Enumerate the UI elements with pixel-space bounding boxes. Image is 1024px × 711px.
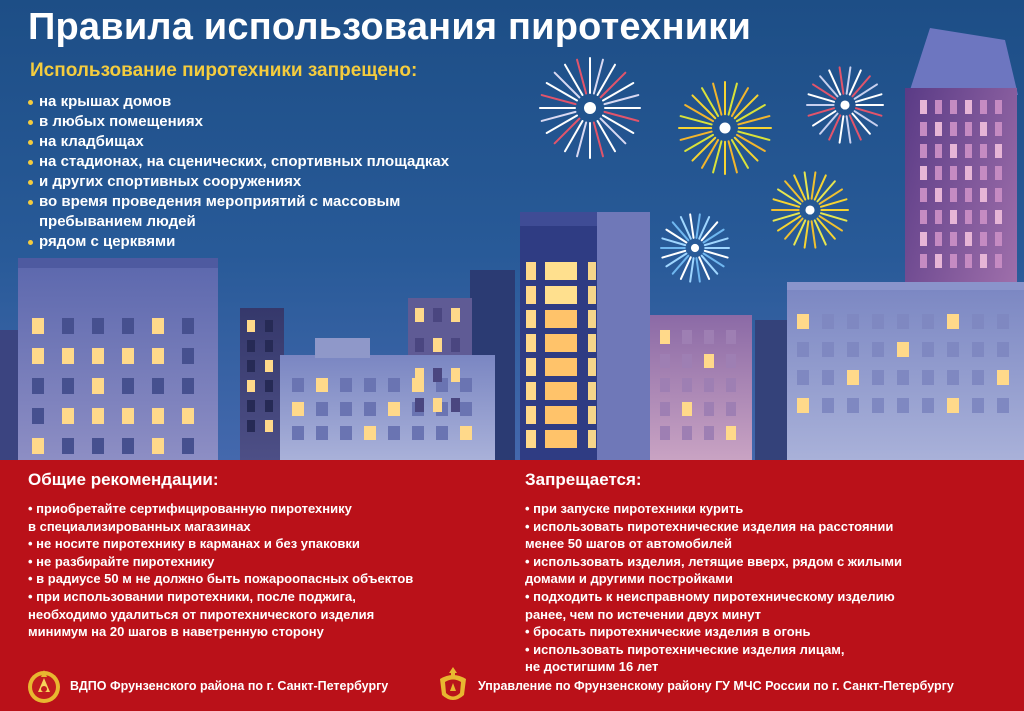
list-item: ранее, чем по истечении двух минут — [525, 606, 762, 622]
window — [415, 398, 424, 412]
window — [316, 426, 328, 440]
window — [995, 122, 1002, 136]
window — [922, 370, 934, 385]
window — [292, 402, 304, 416]
window — [950, 166, 957, 180]
window — [545, 334, 577, 352]
window — [704, 378, 714, 392]
window — [995, 210, 1002, 224]
window — [265, 420, 273, 432]
window — [92, 348, 104, 364]
building-dark — [240, 308, 284, 460]
window — [797, 398, 809, 413]
window — [152, 438, 164, 454]
window — [980, 188, 987, 202]
window — [451, 308, 460, 322]
window — [247, 400, 255, 412]
window — [32, 378, 44, 394]
window — [950, 254, 957, 268]
list-item: • при запуске пиротехники курить — [525, 501, 744, 516]
window — [920, 210, 927, 224]
window — [950, 100, 957, 114]
window — [451, 398, 460, 412]
window — [62, 408, 74, 424]
firework-burst — [540, 58, 640, 158]
window — [152, 378, 164, 394]
window — [995, 254, 1002, 268]
window — [526, 382, 536, 400]
list-item: • приобретайте сертифицированную пиротехнику — [28, 501, 352, 516]
window — [922, 342, 934, 357]
window — [62, 438, 74, 454]
window — [92, 318, 104, 334]
window — [797, 314, 809, 329]
window — [704, 330, 714, 344]
window — [935, 166, 942, 180]
window — [588, 310, 596, 328]
window — [897, 370, 909, 385]
window — [997, 342, 1009, 357]
list-item: в любых помещениях — [28, 112, 548, 132]
window — [526, 286, 536, 304]
window — [433, 398, 442, 412]
window — [972, 314, 984, 329]
window — [897, 398, 909, 413]
window — [980, 122, 987, 136]
window — [947, 398, 959, 413]
window — [388, 378, 400, 392]
window — [62, 318, 74, 334]
list-item: • при использовании пиротехники, после поджига, — [28, 588, 356, 604]
window — [660, 402, 670, 416]
window — [265, 400, 273, 412]
window — [980, 166, 987, 180]
window — [980, 144, 987, 158]
window — [947, 314, 959, 329]
window — [935, 188, 942, 202]
window — [920, 232, 927, 246]
window — [822, 314, 834, 329]
window — [980, 254, 987, 268]
window — [995, 188, 1002, 202]
list-item: на крышах домов — [28, 92, 548, 112]
list-item: необходимо удалиться от пиротехнического изделия — [28, 606, 375, 622]
window — [265, 360, 273, 372]
list-item: • использовать пиротехнические изделия лицам, — [525, 641, 845, 657]
window — [872, 342, 884, 357]
window — [950, 188, 957, 202]
window — [872, 314, 884, 329]
list-item: на стадионах, на сценических, спортивных площадках — [28, 152, 548, 172]
window — [122, 438, 134, 454]
window — [935, 100, 942, 114]
window — [935, 122, 942, 136]
window — [660, 330, 670, 344]
window — [265, 320, 273, 332]
window — [92, 378, 104, 394]
window — [920, 122, 927, 136]
window — [965, 232, 972, 246]
window — [265, 340, 273, 352]
window — [682, 354, 692, 368]
window — [32, 438, 44, 454]
window — [588, 262, 596, 280]
window — [451, 368, 460, 382]
window — [980, 232, 987, 246]
list-item: • не носите пиротехнику в карманах и без упаковки — [28, 536, 360, 552]
window — [682, 330, 692, 344]
list-item: • использовать изделия, летящие вверх, рядом с жилыми — [525, 553, 902, 569]
window — [412, 426, 424, 440]
window — [872, 398, 884, 413]
window — [247, 380, 255, 392]
window — [182, 318, 194, 334]
window — [415, 338, 424, 352]
window — [415, 368, 424, 382]
window — [704, 402, 714, 416]
window — [726, 354, 736, 368]
window — [316, 402, 328, 416]
window — [415, 308, 424, 322]
window — [364, 402, 376, 416]
window — [545, 382, 577, 400]
window — [847, 370, 859, 385]
window — [265, 380, 273, 392]
recommendations-section — [28, 470, 498, 641]
window — [935, 254, 942, 268]
recommendations-heading: Общие рекомендации: — [28, 470, 219, 489]
window — [950, 144, 957, 158]
window — [847, 342, 859, 357]
window — [897, 314, 909, 329]
page-title: Правила использования пиротехники — [28, 6, 752, 48]
window — [726, 402, 736, 416]
forbidden-subtitle: Использование пиротехники запрещено: — [30, 60, 418, 81]
window — [922, 314, 934, 329]
window — [704, 354, 714, 368]
window — [682, 378, 692, 392]
list-item: • не разбирайте пиротехнику — [28, 553, 215, 569]
window — [364, 378, 376, 392]
window — [726, 378, 736, 392]
window — [292, 426, 304, 440]
window — [660, 426, 670, 440]
window — [340, 426, 352, 440]
window — [935, 210, 942, 224]
window — [980, 210, 987, 224]
window — [152, 318, 164, 334]
window — [460, 402, 472, 416]
window — [704, 426, 714, 440]
prohibited-section — [525, 470, 1005, 676]
window — [972, 342, 984, 357]
window — [588, 406, 596, 424]
list-item: • бросать пиротехнические изделия в огонь — [525, 624, 811, 640]
window — [965, 254, 972, 268]
window — [526, 310, 536, 328]
window — [965, 166, 972, 180]
footer-right — [436, 664, 954, 708]
window — [122, 378, 134, 394]
prohibited-heading: Запрещается: — [525, 470, 642, 489]
window — [935, 144, 942, 158]
window — [726, 426, 736, 440]
window — [182, 348, 194, 364]
window — [997, 398, 1009, 413]
window — [92, 438, 104, 454]
list-item: менее 50 шагов от автомобилей — [525, 536, 733, 552]
vdpo-emblem-icon — [26, 666, 62, 706]
window — [588, 334, 596, 352]
window — [920, 144, 927, 158]
recommendations-list — [28, 500, 498, 641]
window — [920, 100, 927, 114]
window — [436, 426, 448, 440]
window — [62, 378, 74, 394]
firework-burst — [679, 82, 771, 174]
window — [935, 232, 942, 246]
window — [997, 314, 1009, 329]
window — [122, 318, 134, 334]
window — [32, 408, 44, 424]
window — [182, 408, 194, 424]
window — [122, 348, 134, 364]
list-item: на кладбищах — [28, 132, 548, 152]
window — [920, 166, 927, 180]
window — [460, 426, 472, 440]
list-item: домами и другими постройками — [525, 571, 733, 587]
window — [995, 232, 1002, 246]
list-item: • подходить к неисправному пиротехническому изделию — [525, 588, 895, 604]
window — [965, 210, 972, 224]
window — [997, 370, 1009, 385]
window — [950, 232, 957, 246]
window — [797, 342, 809, 357]
window — [433, 308, 442, 322]
window — [526, 358, 536, 376]
list-item: • использовать пиротехнические изделия на расстоянии — [525, 518, 894, 534]
window — [62, 348, 74, 364]
window — [965, 122, 972, 136]
window — [247, 360, 255, 372]
window — [340, 378, 352, 392]
window — [122, 408, 134, 424]
window — [947, 342, 959, 357]
window — [995, 144, 1002, 158]
window — [972, 398, 984, 413]
window — [950, 210, 957, 224]
window — [682, 426, 692, 440]
mchs-emblem-icon — [436, 665, 470, 707]
list-item: рядом с церквями — [28, 232, 548, 252]
list-item: не достигшим 16 лет — [525, 659, 659, 675]
list-item: в специализированных магазинах — [28, 518, 251, 534]
prohibited-list — [525, 500, 1005, 676]
window — [545, 430, 577, 448]
window — [182, 378, 194, 394]
window — [965, 188, 972, 202]
window — [340, 402, 352, 416]
window — [897, 342, 909, 357]
window — [822, 398, 834, 413]
window — [922, 398, 934, 413]
window — [972, 370, 984, 385]
window — [847, 314, 859, 329]
window — [980, 100, 987, 114]
window — [152, 348, 164, 364]
window — [797, 370, 809, 385]
window — [460, 378, 472, 392]
list-item: во время проведения мероприятий с массовым пребыванием людей — [28, 192, 469, 232]
window — [526, 430, 536, 448]
window — [182, 438, 194, 454]
window — [388, 402, 400, 416]
window — [247, 340, 255, 352]
list-item: и других спортивных сооружениях — [28, 172, 548, 192]
window — [247, 320, 255, 332]
window — [965, 100, 972, 114]
window — [433, 368, 442, 382]
window — [526, 262, 536, 280]
window — [995, 100, 1002, 114]
window — [32, 318, 44, 334]
window — [92, 408, 104, 424]
window — [545, 406, 577, 424]
footer-left-text: ВДПО Фрунзенского района по г. Санкт-Петербургу — [70, 679, 389, 693]
window — [526, 406, 536, 424]
window — [682, 402, 692, 416]
window — [822, 342, 834, 357]
window — [545, 358, 577, 376]
window — [660, 354, 670, 368]
footer-left — [26, 664, 388, 708]
list-item: • в радиусе 50 м не должно быть пожароопасных объектов — [28, 571, 414, 587]
window — [152, 408, 164, 424]
window — [950, 122, 957, 136]
window — [822, 370, 834, 385]
window — [588, 358, 596, 376]
window — [920, 188, 927, 202]
window — [947, 370, 959, 385]
window — [316, 378, 328, 392]
window — [872, 370, 884, 385]
window — [545, 262, 577, 280]
window — [247, 420, 255, 432]
window — [588, 430, 596, 448]
window — [364, 426, 376, 440]
window — [660, 378, 670, 392]
window — [388, 426, 400, 440]
window — [545, 310, 577, 328]
window — [451, 338, 460, 352]
window — [588, 382, 596, 400]
window — [433, 338, 442, 352]
window — [726, 330, 736, 344]
forbidden-places-list — [28, 92, 548, 252]
footer-right-text: Управление по Фрунзенскому району ГУ МЧС России по г. Санкт-Петербургу — [478, 679, 954, 693]
building-low-wide — [280, 338, 495, 460]
window — [847, 398, 859, 413]
window — [545, 286, 577, 304]
window — [588, 286, 596, 304]
window — [965, 144, 972, 158]
window — [920, 254, 927, 268]
window — [292, 378, 304, 392]
list-item: минимум на 20 шагов в наветренную сторону — [28, 624, 324, 640]
window — [32, 348, 44, 364]
window — [995, 166, 1002, 180]
window — [526, 334, 536, 352]
